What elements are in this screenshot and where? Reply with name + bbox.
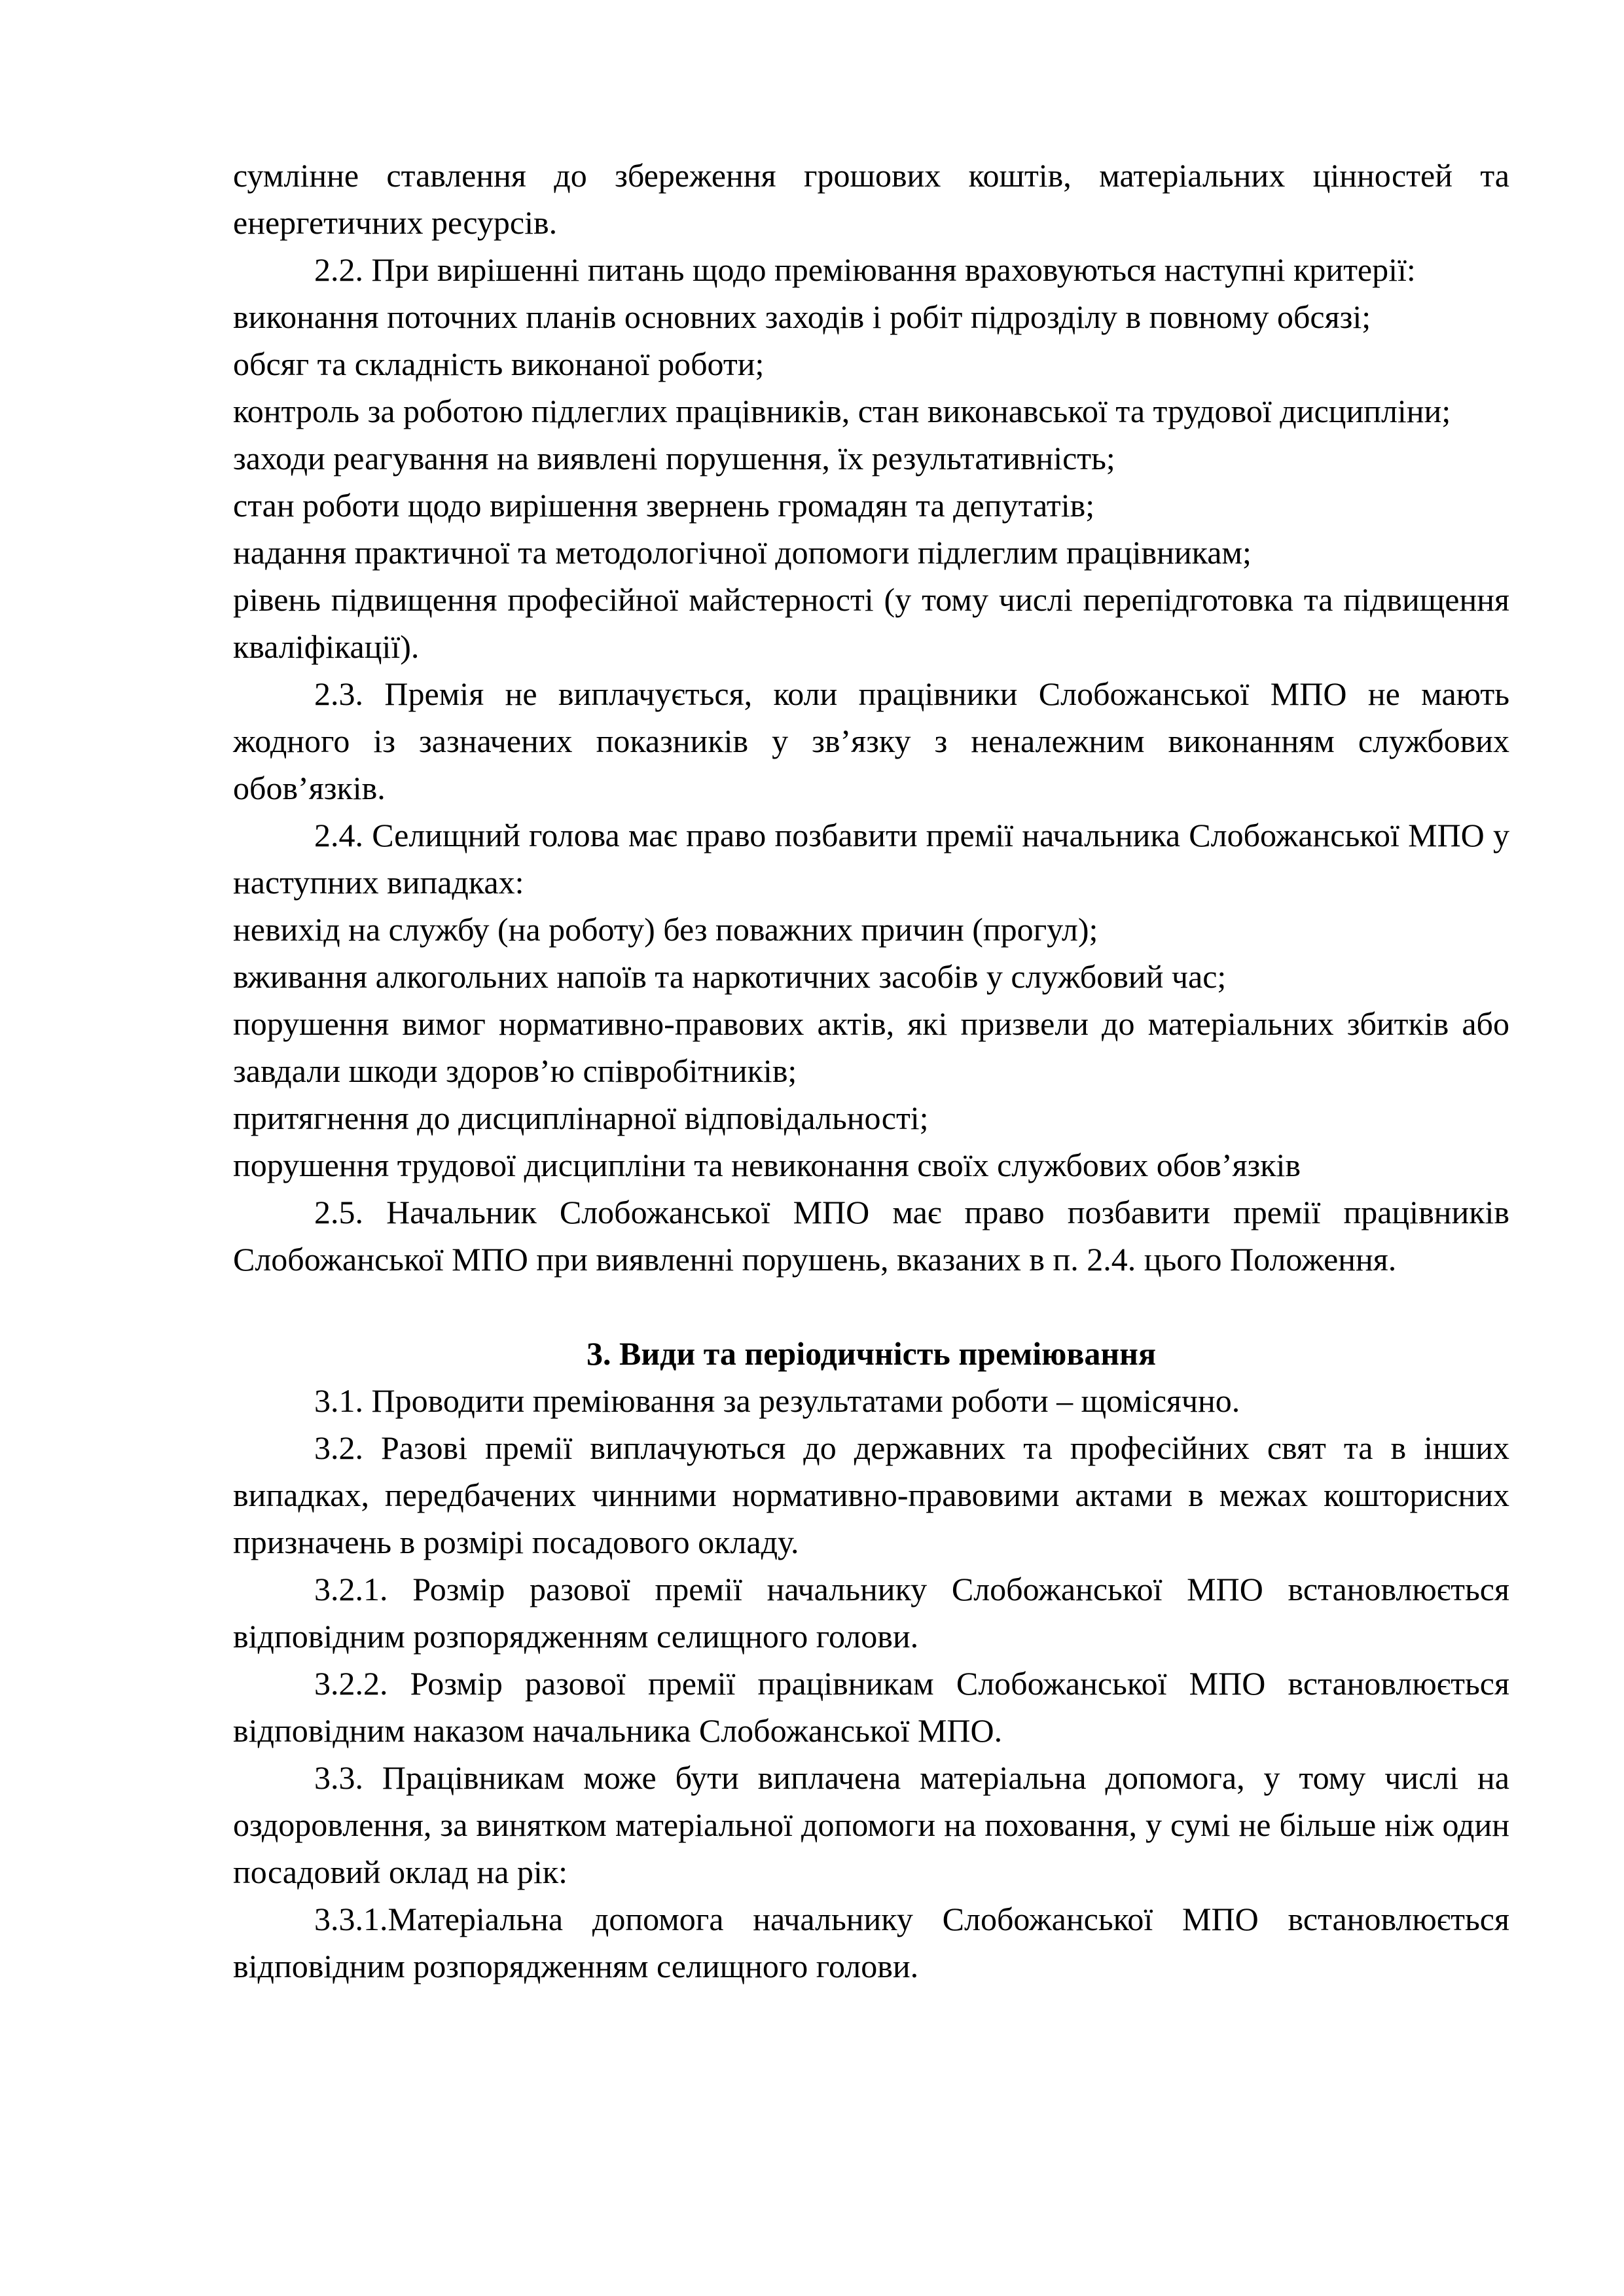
paragraph-3-3-1: 3.3.1.Матеріальна допомога начальнику Слобожанської МПО встановлюється відповідним розпорядженням селищного голови. — [233, 1901, 1509, 1984]
criteria-item: рівень підвищення професійної майстерності (у тому числі перепідготовка та підвищення кваліфікації). — [233, 581, 1509, 665]
paragraph-2-5: 2.5. Начальник Слобожанської МПО має право позбавити премії працівників Слобожанської МПО при виявленні порушень, вказаних в п. 2.4. цього Положення. — [233, 1194, 1509, 1278]
criteria-item: обсяг та складність виконаної роботи; — [233, 346, 765, 382]
paragraph-2-4: 2.4. Селищний голова має право позбавити премії начальника Слобожанської МПО у наступних випадках: — [233, 817, 1509, 901]
violation-item: притягнення до дисциплінарної відповідальності; — [233, 1100, 929, 1136]
paragraph-3-2-2: 3.2.2. Розмір разової премії працівникам Слобожанської МПО встановлюється відповідним наказом начальника Слобожанської МПО. — [233, 1665, 1509, 1749]
violation-item: невихід на службу (на роботу) без поважних причин (прогул); — [233, 911, 1098, 948]
paragraph-3-2-1: 3.2.1. Розмір разової премії начальнику Слобожанської МПО встановлюється відповідним розпорядженням селищного голови. — [233, 1571, 1509, 1655]
section-heading: 3. Види та періодичність преміювання — [586, 1335, 1157, 1372]
document-page — [233, 152, 1509, 1990]
criteria-item: контроль за роботою підлеглих працівників, стан виконавської та трудової дисципліни; — [233, 393, 1451, 429]
criteria-item: стан роботи щодо вирішення звернень громадян та депутатів; — [233, 487, 1095, 524]
criteria-item: заходи реагування на виявлені порушення, їх результативність; — [233, 440, 1115, 476]
violation-item: порушення трудової дисципліни та невиконання своїх службових обов’язків — [233, 1147, 1301, 1183]
paragraph-continuation: сумлінне ставлення до збереження грошових коштів, матеріальних цінностей та енергетичних ресурсів. — [233, 157, 1509, 241]
paragraph-2-3: 2.3. Премія не виплачується, коли працівники Слобожанської МПО не мають жодного із зазначених показників у зв’язку з неналежним виконанням службових обов’язків. — [233, 675, 1509, 806]
violation-item: вживання алкогольних напоїв та наркотичних засобів у службовий час; — [233, 958, 1227, 995]
paragraph-3-3: 3.3. Працівникам може бути виплачена матеріальна допомога, у тому числі на оздоровлення, за винятком матеріальної допомоги на поховання, у сумі не більше ніж один посадовий оклад на рік: — [233, 1759, 1509, 1890]
paragraph-3-1: 3.1. Проводити преміювання за результатами роботи – щомісячно. — [314, 1382, 1240, 1419]
criteria-item: надання практичної та методологічної допомоги підлеглим працівникам; — [233, 534, 1252, 571]
criteria-item: виконання поточних планів основних заходів і робіт підрозділу в повному обсязі; — [233, 298, 1371, 335]
paragraph-2-2: 2.2. При вирішенні питань щодо преміювання враховуються наступні критерії: — [314, 251, 1416, 288]
paragraph-3-2: 3.2. Разові премії виплачуються до державних та професійних свят та в інших випадках, передбачених чинними нормативно-правовими актами в межах кошторисних призначень в розмірі посадового окладу. — [233, 1429, 1509, 1560]
violation-item: порушення вимог нормативно-правових актів, які призвели до матеріальних збитків або завдали шкоди здоров’ю співробітників; — [233, 1005, 1509, 1089]
